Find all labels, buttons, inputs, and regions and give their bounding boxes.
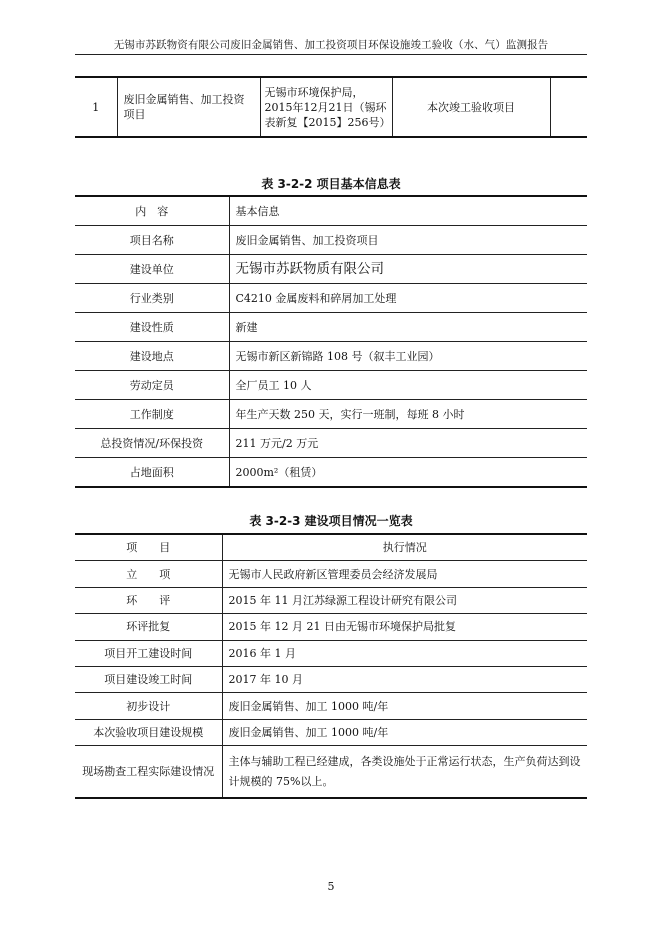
row-value: 全厂员工 10 人 — [229, 371, 587, 400]
row-label: 环评批复 — [75, 614, 222, 640]
table-row — [75, 313, 587, 342]
row-label: 建设性质 — [75, 313, 229, 342]
row-value: 2015 年 12 月 21 日由无锡市环境保护局批复 — [222, 614, 587, 640]
row-label: 初步设计 — [75, 693, 222, 719]
row-value: 无锡市人民政府新区管理委员会经济发展局 — [222, 561, 587, 587]
table-row — [75, 614, 587, 640]
row-label: 占地面积 — [75, 458, 229, 488]
row-label: 建设单位 — [75, 255, 229, 284]
table-row — [75, 255, 587, 284]
row-label: 行业类别 — [75, 284, 229, 313]
row-label: 项 目 — [75, 534, 222, 561]
row-number: 1 — [75, 77, 117, 137]
row-value: 新建 — [229, 313, 587, 342]
header-rule — [75, 54, 587, 55]
row-value: 2015 年 11 月江苏绿源工程设计研究有限公司 — [222, 587, 587, 613]
table-row — [75, 400, 587, 429]
table-row — [75, 77, 587, 137]
row-label: 建设地点 — [75, 342, 229, 371]
row-label: 现场勘查工程实际建设情况 — [75, 746, 222, 799]
table-row — [75, 746, 587, 799]
table-row — [75, 587, 587, 613]
basic-info-table — [75, 195, 587, 488]
row-value: 基本信息 — [229, 196, 587, 226]
table-row — [75, 371, 587, 400]
table-row — [75, 693, 587, 719]
row-label: 内 容 — [75, 196, 229, 226]
project-name-cell: 废旧金属销售、加工投资项目 — [117, 77, 260, 137]
table-row — [75, 561, 587, 587]
row-value: 主体与辅助工程已经建成，各类设施处于正常运行状态，生产负荷达到设计规模的 75%以上。 — [222, 746, 587, 799]
table-row — [75, 342, 587, 371]
row-label: 本次验收项目建设规模 — [75, 719, 222, 745]
row-label: 环 评 — [75, 587, 222, 613]
table-row — [75, 196, 587, 226]
note-cell: 本次竣工验收项目 — [392, 77, 550, 137]
table-row — [75, 666, 587, 692]
row-label: 工作制度 — [75, 400, 229, 429]
row-value: 211 万元/2 万元 — [229, 429, 587, 458]
row-value: 废旧金属销售、加工 1000 吨/年 — [222, 719, 587, 745]
approval-cell: 无锡市环境保护局，2015年12月21日（锡环表新复【2015】256号） — [260, 77, 392, 137]
project-status-table — [75, 533, 587, 799]
row-value: 执行情况 — [222, 534, 587, 561]
table-row — [75, 429, 587, 458]
row-label: 劳动定员 — [75, 371, 229, 400]
row-label: 项目名称 — [75, 226, 229, 255]
extra-cell — [550, 77, 587, 137]
row-value: 年生产天数 250 天，实行一班制，每班 8 小时 — [229, 400, 587, 429]
row-value: 无锡市新区新锦路 108 号（叙丰工业园） — [229, 342, 587, 371]
row-label: 项目建设竣工时间 — [75, 666, 222, 692]
table-row — [75, 284, 587, 313]
table-caption: 表 3-2-2 项目基本信息表 — [261, 177, 401, 191]
row-value: 2016 年 1 月 — [222, 640, 587, 666]
row-label: 项目开工建设时间 — [75, 640, 222, 666]
table-row — [75, 719, 587, 745]
row-value: 废旧金属销售、加工投资项目 — [229, 226, 587, 255]
table-row — [75, 534, 587, 561]
row-value: 2000m²（租赁） — [229, 458, 587, 488]
row-label: 总投资情况/环保投资 — [75, 429, 229, 458]
approval-table-fragment — [75, 76, 587, 138]
table-caption: 表 3-2-3 建设项目情况一览表 — [249, 514, 413, 528]
row-value: 无锡市苏跃物质有限公司 — [229, 255, 587, 284]
report-header: 无锡市苏跃物资有限公司废旧金属销售、加工投资项目环保设施竣工验收（水、气）监测报告 — [113, 39, 549, 51]
page-number: 5 — [327, 880, 335, 893]
row-value: 废旧金属销售、加工 1000 吨/年 — [222, 693, 587, 719]
table-row — [75, 226, 587, 255]
table-row — [75, 640, 587, 666]
row-label: 立 项 — [75, 561, 222, 587]
row-value: 2017 年 10 月 — [222, 666, 587, 692]
row-value: C4210 金属废料和碎屑加工处理 — [229, 284, 587, 313]
table-row — [75, 458, 587, 488]
